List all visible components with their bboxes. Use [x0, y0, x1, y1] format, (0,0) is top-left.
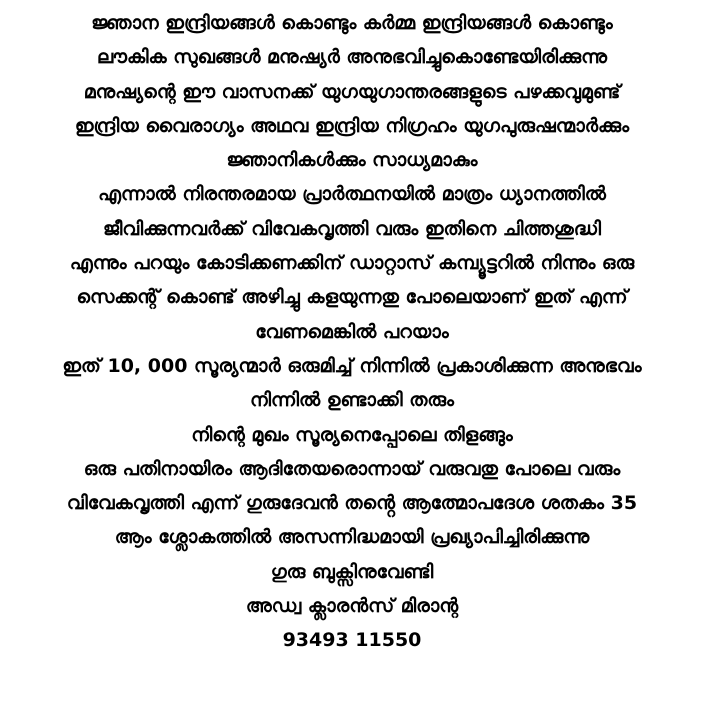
- text-line-4: ഇന്ദ്രിയ വൈരാഗ്യം അഥവ ഇന്ദ്രിയ നിഗ്രഹം യുഗപുരുഷന്മാർക്കും: [74, 114, 630, 137]
- text-line-3: മനുഷ്യന്റെ ഈ വാസനക്ക് യുഗയുഗാന്തരങ്ങളുടെ പഴക്കവുമുണ്ട്: [83, 80, 621, 103]
- text-line-10: വേണമെങ്കിൽ പറയാം: [255, 320, 449, 343]
- text-line-15: വിവേകവൃത്തി എന്ന് ഗുരുദേവൻ തൻ്റെ ആത്മോപദേശ ശതകം 35: [66, 492, 638, 515]
- text-line-14: ഒരു പതിനായിരം ആദിതേയരൊന്നായ് വരുവതു പോലെ വരും: [83, 457, 621, 480]
- text-line-12: നിന്നിൽ ഉണ്ടാക്കി തരും: [249, 389, 455, 412]
- phone-number: 93493 11550: [282, 629, 422, 652]
- text-line-7: ജീവിക്കുന്നവർക്ക് വിവേകവൃത്തി വരും ഇതിനെ ചിത്തശുദ്ധി: [103, 217, 601, 240]
- author-line: അഡ്വ ക്ലാരൻസ് മിരാന്റ: [245, 595, 459, 618]
- publisher-line: ഗുരു ബുക്സിനുവേണ്ടി: [270, 560, 434, 583]
- text-line-9: സെക്കന്റ് കൊണ്ട് അഴിച്ചു കളയുന്നതു പോലെയാണ് ഇത് എന്ന്: [76, 286, 628, 309]
- text-line-16: ആം ശ്ലോകത്തിൽ അസന്നിദ്ധമായി പ്രഖ്യാപിച്ചിരിക്കുന്നു: [114, 526, 590, 549]
- text-line-6: എന്നാൽ നിരന്തരമായ പ്രാർത്ഥനയിൽ മാത്രം ധ്യാനത്തിൽ: [98, 183, 606, 206]
- text-line-8: എന്നും പറയും കോടിക്കണക്കിന് ഡാറ്റാസ് കമ്പ്യൂട്ടറിൽ നിന്നും ഒരു: [69, 252, 635, 275]
- text-line-11: ഇത് 10, 000 സൂര്യന്മാർ ഒരുമിച്ച് നിന്നിൽ പ്രകാശിക്കുന്ന അനുഭവം: [62, 354, 642, 377]
- text-line-13: നിന്റെ മുഖം സൂര്യനെപ്പോലെ തിളങ്ങും: [191, 423, 513, 446]
- text-line-5: ജ്ഞാനികൾക്കും സാധ്യമാകും: [226, 149, 478, 172]
- text-line-2: ലൗകിക സുഖങ്ങൾ മനുഷ്യർ അനുഭവിച്ചുകൊണ്ടേയിരിക്കുന്നു: [96, 46, 608, 69]
- text-line-1: ജ്ഞാന ഇന്ദ്രിയങ്ങൾ കൊണ്ടും കർമ്മ ഇന്ദ്രിയങ്ങൾ കൊണ്ടും: [91, 12, 613, 34]
